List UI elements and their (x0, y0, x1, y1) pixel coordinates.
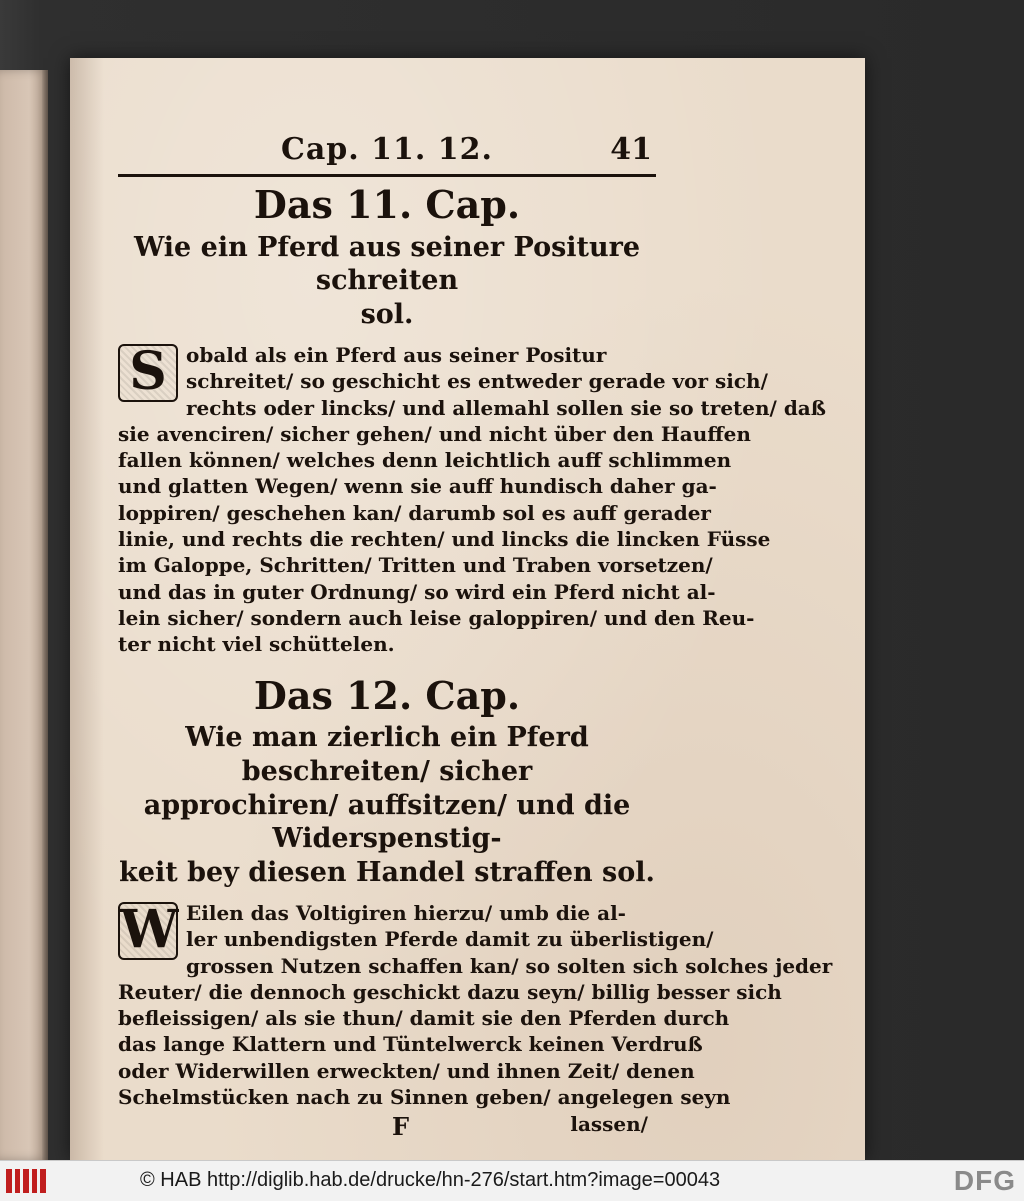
text-line: im Galoppe, Schritten/ Tritten und Traben vorsetzen/ (118, 553, 713, 578)
signature-mark: F (392, 1112, 410, 1142)
text-line: das lange Klattern und Tüntelwerck keinen Verdruß (118, 1032, 703, 1057)
hab-logo-icon (6, 1169, 46, 1193)
text-line: lein sicher/ sondern auch leise galoppiren/ und den Reu- (118, 605, 755, 630)
running-head-caption: Cap. 11. 12. (280, 132, 493, 167)
logo-bar (23, 1169, 29, 1193)
page-number: 41 (610, 132, 652, 167)
text-line: loppiren/ geschehen kan/ darumb sol es auff gerader (118, 500, 711, 525)
text-line: Reuter/ die dennoch geschickt dazu seyn/ billig besser sich (118, 979, 782, 1004)
text-line: oder Widerwillen erweckten/ und ihnen Zeit/ denen (118, 1058, 695, 1083)
logo-bar (15, 1169, 21, 1193)
chapter-11-title (118, 231, 656, 332)
logo-bar (40, 1169, 46, 1193)
logo-bar (6, 1169, 12, 1193)
dfg-logo: DFG (953, 1165, 1016, 1196)
text-line: schreitet/ so geschicht es entweder gerade vor sich/ (186, 369, 768, 394)
page-gutter-shadow (42, 70, 48, 1160)
text-line: linie, und rechts die rechten/ und lincks die lincken Füsse (118, 527, 771, 552)
logo-bar (32, 1169, 38, 1193)
running-head (118, 130, 656, 177)
chapter-12-title-line: keit bey diesen Handel straffen sol. (119, 857, 655, 889)
chapter-12-title-line: approchiren/ auffsitzen/ und die Widerspenstig- (143, 789, 631, 855)
text-line: obald als ein Pferd aus seiner Positur (186, 342, 607, 367)
text-line: befleissigen/ als sie thun/ damit sie den Pferden durch (118, 1006, 730, 1031)
text-line: fallen können/ welches denn leichtlich auff schlimmen (118, 448, 732, 473)
viewer-footer (0, 1160, 1024, 1201)
initial-letter: W (120, 898, 179, 960)
signature-line (118, 1112, 656, 1142)
initial-letter: S (118, 344, 178, 402)
text-line: ter nicht viel schüttelen. (118, 632, 395, 657)
chapter-12-title (118, 721, 656, 890)
chapter-12-heading: Das 12. Cap. (253, 672, 521, 718)
chapter-12-title-line: Wie man zierlich ein Pferd beschreiten/ sicher (185, 722, 589, 787)
text-line: grossen Nutzen schaffen kan/ so solten sich solches jeder (186, 953, 833, 978)
chapter-11-title-line: sol. (360, 299, 414, 331)
text-line: ler unbendigsten Pferde damit zu überlistigen/ (186, 927, 714, 952)
page-text-block (118, 130, 833, 1142)
page-binding-shadow (70, 58, 104, 1160)
chapter-11-title-line: Wie ein Pferd aus seiner Positure schreiten (133, 231, 641, 297)
chapter-11-paragraph (118, 340, 826, 658)
text-line: und glatten Wegen/ wenn sie auff hundisch daher ga- (118, 474, 717, 499)
copyright-link[interactable]: © HAB http://diglib.hab.de/drucke/hn-276/start.htm?image=00043 (140, 1169, 721, 1191)
chapter-11-heading: Das 11. Cap. (253, 182, 521, 227)
text-line: rechts oder lincks/ und allemahl sollen sie so treten/ daß (186, 395, 826, 420)
text-line: und das in guter Ordnung/ so wird ein Pferd nicht al- (118, 579, 716, 604)
text-line: Schelmstücken nach zu Sinnen geben/ angelegen seyn (118, 1085, 731, 1110)
text-line: Eilen das Voltigiren hierzu/ umb die al- (186, 900, 626, 925)
previous-page-edge (0, 70, 48, 1160)
catchword: lassen/ (570, 1112, 648, 1137)
text-line: sie avenciren/ sicher gehen/ und nicht über den Hauffen (118, 421, 751, 446)
chapter-12-paragraph (118, 898, 833, 1110)
